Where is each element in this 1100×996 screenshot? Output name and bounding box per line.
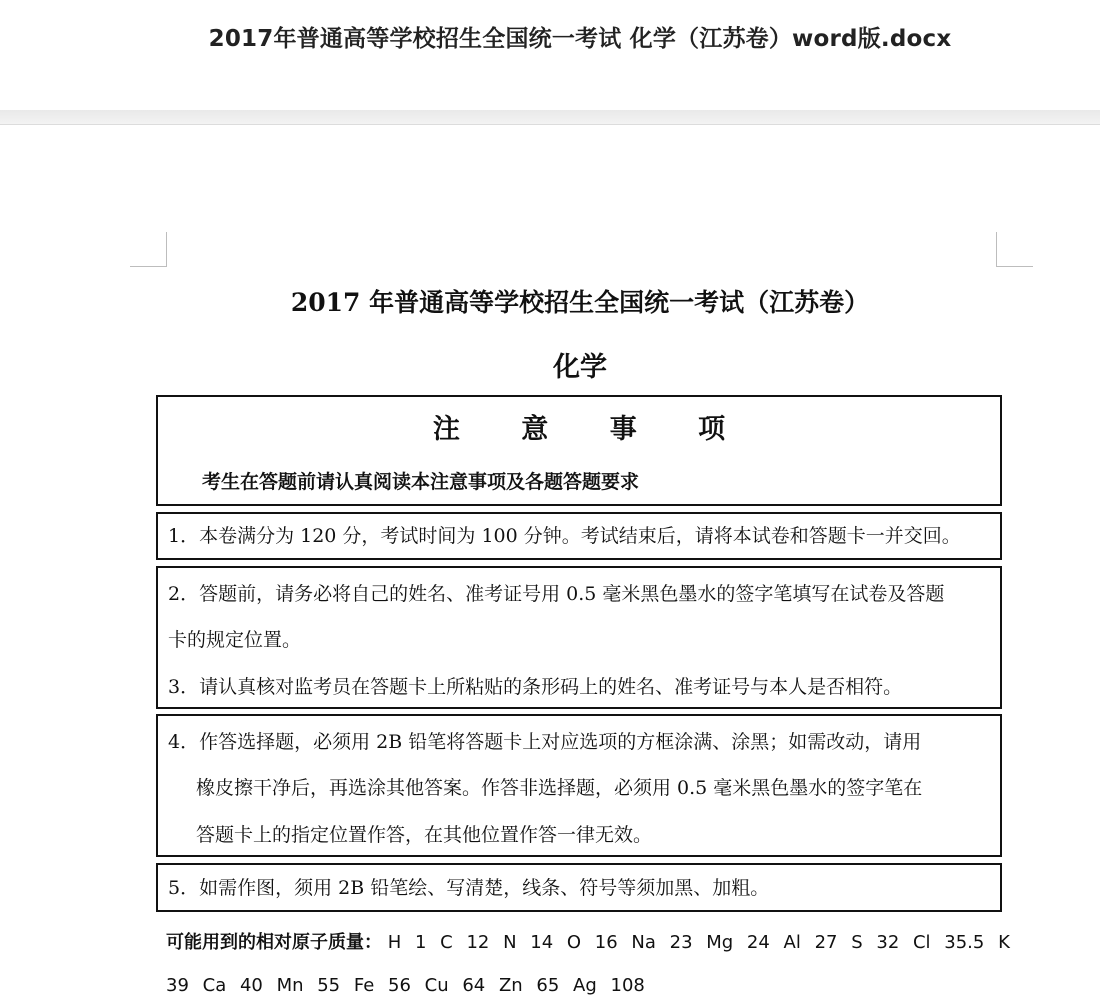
window-title: 2017年普通高等学校招生全国统一考试 化学（江苏卷）word版.docx — [208, 26, 952, 52]
notice-item-4: 4．作答选择题，必须用 2B 铅笔将答题卡上对应选项的方框涂满、涂黑；如需改动，请用 — [168, 731, 922, 753]
notice-item-4-cont-2: 答题卡上的指定位置作答，在其他位置作答一律无效。 — [196, 824, 653, 846]
notice-item-2: 2．答题前，请务必将自己的姓名、准考证号用 0.5 毫米黑色墨水的签字笔填写在试卷及答题 — [168, 583, 945, 605]
atomic-mass-label: 可能用到的相对原子质量： — [166, 932, 382, 953]
document-page[interactable] — [0, 125, 1100, 996]
notice-item-1: 1．本卷满分为 120 分，考试时间为 100 分钟。考试结束后，请将本试卷和答题卡一并交回。 — [168, 525, 961, 547]
atomic-mass-values-1: H 1 C 12 N 14 O 16 Na 23 Mg 24 Al 27 S 32 Cl 35.5 K — [387, 932, 1010, 953]
notice-item-box-4 — [156, 714, 1002, 857]
notice-item-3: 3．请认真核对监考员在答题卡上所粘贴的条形码上的姓名、准考证号与本人是否相符。 — [168, 676, 903, 698]
margin-corner-mark-left — [130, 232, 167, 267]
notice-heading: 注 意 事 项 — [432, 414, 752, 445]
toolbar-divider — [0, 110, 1100, 125]
notice-item-box-5 — [156, 863, 1002, 912]
notice-item-box-2 — [156, 566, 1002, 709]
notice-item-box-1 — [156, 512, 1002, 560]
notice-box — [156, 395, 1002, 506]
atomic-mass-line-1 — [166, 928, 1010, 954]
exam-title: 2017 年普通高等学校招生全国统一考试（江苏卷） — [290, 288, 870, 317]
atomic-mass-values-2: 39 Ca 40 Mn 55 Fe 56 Cu 64 Zn 65 Ag 108 — [166, 975, 645, 996]
margin-corner-mark-right — [996, 232, 1033, 267]
atomic-mass-line-2 — [166, 975, 645, 996]
notice-item-2-cont: 卡的规定位置。 — [168, 629, 302, 651]
window-titlebar — [0, 0, 1100, 110]
notice-item-4-cont-1: 橡皮擦干净后，再选涂其他答案。作答非选择题，必须用 0.5 毫米黑色墨水的签字笔在 — [196, 777, 923, 799]
notice-item-5: 5．如需作图，须用 2B 铅笔绘、写清楚，线条、符号等须加黑、加粗。 — [168, 877, 770, 899]
exam-subject: 化学 — [553, 352, 607, 383]
notice-subheading: 考生在答题前请认真阅读本注意事项及各题答题要求 — [202, 471, 640, 493]
